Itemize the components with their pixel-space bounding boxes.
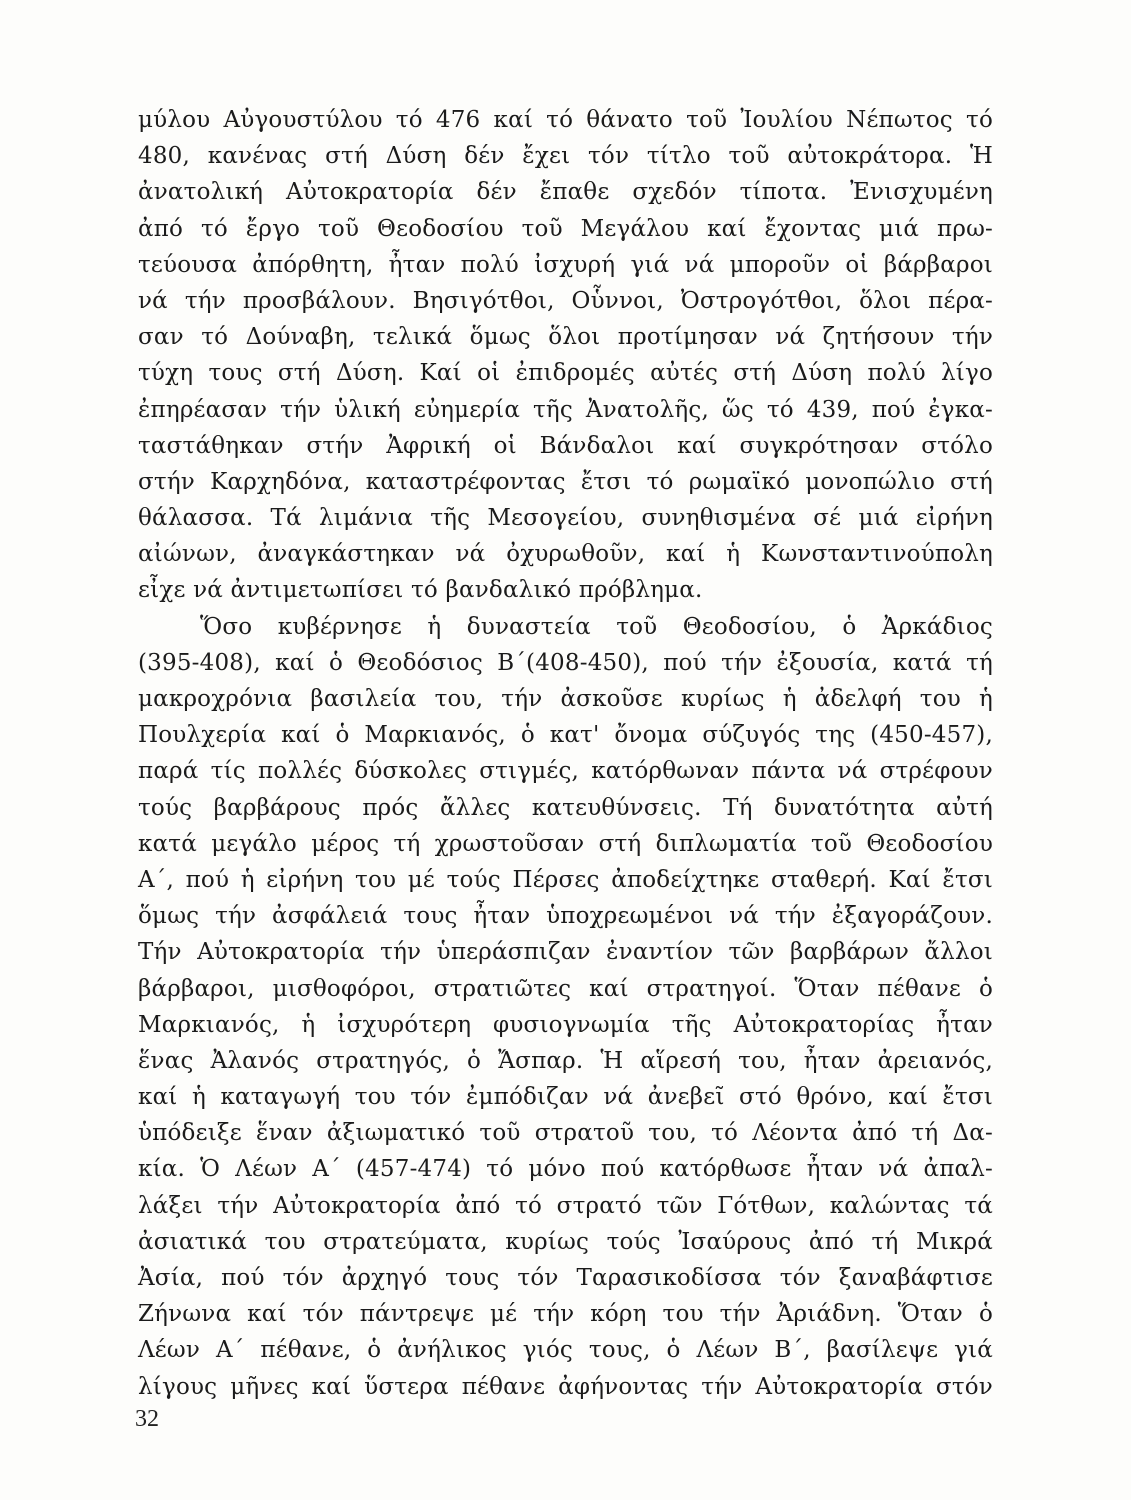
text-line: μακροχρόνια βασιλεία του, τήν ἀσκοῦσε κυρίως ἡ ἀδελφή του ἡ (138, 686, 993, 712)
text-line: Α΄, πού ἡ εἰρήνη του μέ τούς Πέρσες ἀποδείχτηκε σταθερή. Καί ἔτσι (138, 866, 993, 893)
text-line: ὑπόδειξε ἕναν ἀξιωματικό τοῦ στρατοῦ του, τό Λέοντα ἀπό τή Δα- (138, 1120, 993, 1147)
text-line: τεύουσα ἀπόρθητη, ἦταν πολύ ἰσχυρή γιά νά μποροῦν οἱ βάρβαροι (138, 251, 993, 278)
text-line: ἀσιατικά του στρατεύματα, κυρίως τούς Ἰσαύρους ἀπό τή Μικρά (138, 1228, 993, 1255)
text-line: νά τήν προσβάλουν. Βησιγότθοι, Οὗννοι, Ὀστρογότθοι, ὅλοι πέρα- (138, 287, 993, 314)
text-line: ἀνατολική Αὐτοκρατορία δέν ἔπαθε σχεδόν τίποτα. Ἐνισχυμένη (138, 179, 993, 206)
text-line: ὅμως τήν ἀσφάλειά τους ἦταν ὑποχρεωμένοι νά τήν ἐξαγοράζουν. (138, 903, 993, 930)
text-line: Ζήνωνα καί τόν πάντρεψε μέ τήν κόρη του τήν Ἀριάδνη. Ὅταν ὁ (138, 1301, 993, 1328)
page-number: 32 (135, 1406, 159, 1432)
text-line: παρά τίς πολλές δύσκολες στιγμές, κατόρθωναν πάντα νά στρέφουν (138, 758, 993, 785)
text-line: στήν Καρχηδόνα, καταστρέφοντας ἔτσι τό ρωμαϊκό μονοπώλιο στή (138, 468, 993, 495)
text-line: εἶχε νά ἀντιμετωπίσει τό βανδαλικό πρόβλημα. (138, 577, 703, 604)
text-line: ἀπό τό ἔργο τοῦ Θεοδοσίου τοῦ Μεγάλου καί ἔχοντας μιά πρω- (138, 215, 993, 242)
paragraph-start-line: Ὅσο κυβέρνησε ἡ δυναστεία τοῦ Θεοδοσίου, ὁ Ἀρκάδιος (200, 613, 993, 640)
text-line: βάρβαροι, μισθοφόροι, στρατιῶτες καί στρατηγοί. Ὅταν πέθανε ὁ (138, 975, 993, 1002)
text-line: Ἀσία, πού τόν ἀρχηγό τους τόν Ταρασικοδίσσα τόν ξαναβάφτισε (138, 1265, 993, 1291)
text-line: σαν τό Δούναβη, τελικά ὅμως ὅλοι προτίμησαν νά ζητήσουν τήν (138, 324, 993, 351)
text-line: κατά μεγάλο μέρος τή χρωστοῦσαν στή διπλωματία τοῦ Θεοδοσίου (138, 830, 993, 857)
text-line: τούς βαρβάρους πρός ἄλλες κατευθύνσεις. Τή δυνατότητα αὐτή (138, 794, 993, 821)
text-line: τύχη τους στή Δύση. Καί οἱ ἐπιδρομές αὐτές στή Δύση πολύ λίγο (138, 360, 993, 387)
text-line: ἐπηρέασαν τήν ὑλική εὐημερία τῆς Ἀνατολῆς, ὥς τό 439, πού ἐγκα- (138, 396, 993, 423)
text-line: λίγους μῆνες καί ὕστερα πέθανε ἀφήνοντας τήν Αὐτοκρατορία στόν (138, 1373, 993, 1400)
text-line: θάλασσα. Τά λιμάνια τῆς Μεσογείου, συνηθισμένα σέ μιά εἰρήνη (138, 505, 993, 532)
text-line: καί ἡ καταγωγή του τόν ἐμπόδιζαν νά ἀνεβεῖ στό θρόνο, καί ἔτσι (138, 1084, 993, 1111)
text-line: Μαρκιανός, ἡ ἰσχυρότερη φυσιογνωμία τῆς Αὐτοκρατορίας ἦταν (138, 1011, 993, 1038)
text-line: Λέων Α΄ πέθανε, ὁ ἀνήλικος γιός τους, ὁ Λέων Β΄, βασίλεψε γιά (138, 1337, 993, 1364)
text-line: αἰώνων, ἀναγκάστηκαν νά ὀχυρωθοῦν, καί ἡ Κωνσταντινούπολη (138, 541, 993, 568)
body-text (138, 102, 993, 1405)
text-line: μύλου Αὐγουστύλου τό 476 καί τό θάνατο τοῦ Ἰουλίου Νέπωτος τό (138, 107, 993, 133)
text-line: λάξει τήν Αὐτοκρατορία ἀπό τό στρατό τῶν Γότθων, καλώντας τά (138, 1192, 993, 1219)
text-line: κία. Ὁ Λέων Α΄ (457-474) τό μόνο πού κατόρθωσε ἦταν νά ἀπαλ- (138, 1156, 993, 1183)
text-line: Τήν Αὐτοκρατορία τήν ὑπεράσπιζαν ἐναντίον τῶν βαρβάρων ἄλλοι (138, 939, 993, 966)
text-line: Πουλχερία καί ὁ Μαρκιανός, ὁ κατ' ὄνομα σύζυγός της (450-457), (138, 722, 993, 749)
text-line: (395-408), καί ὁ Θεοδόσιος Β΄(408-450), πού τήν ἐξουσία, κατά τή (138, 649, 993, 676)
text-line: ἕνας Ἀλανός στρατηγός, ὁ Ἄσπαρ. Ἡ αἵρεσή του, ἦταν ἀρειανός, (138, 1047, 993, 1074)
text-line: 480, κανένας στή Δύση δέν ἔχει τόν τίτλο τοῦ αὐτοκράτορα. Ἡ (138, 143, 993, 170)
text-line: ταστάθηκαν στήν Ἀφρική οἱ Βάνδαλοι καί συγκρότησαν στόλο (138, 432, 993, 459)
